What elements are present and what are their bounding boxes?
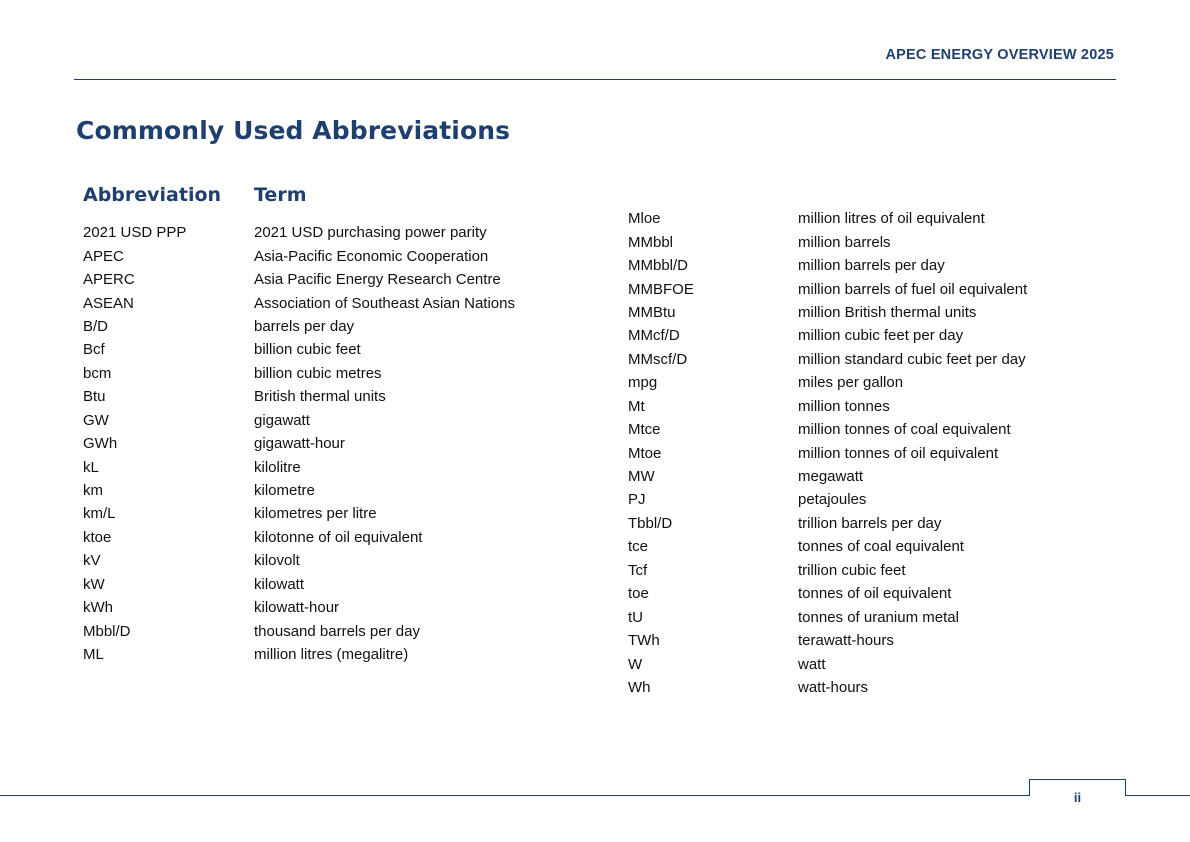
- term-cell: thousand barrels per day: [254, 622, 420, 640]
- abbreviation-row: [83, 385, 515, 408]
- abbreviation-row: [83, 432, 515, 455]
- abbreviation-row: [83, 596, 515, 619]
- column-header-term: Term: [254, 184, 307, 206]
- term-cell: gigawatt: [254, 411, 310, 429]
- abbreviation-cell: Mtce: [628, 421, 661, 439]
- abbreviation-row: [628, 230, 1027, 253]
- abbreviation-row: [83, 502, 515, 525]
- abbreviation-list-right: [628, 207, 1027, 699]
- abbreviation-cell: tce: [628, 538, 649, 556]
- abbreviation-row: [628, 371, 1027, 394]
- abbreviation-row: [83, 573, 515, 596]
- abbreviation-cell: ML: [83, 646, 104, 664]
- abbreviation-cell: MMscf/D: [628, 350, 688, 368]
- abbreviation-row: [628, 254, 1027, 277]
- abbreviation-row: [628, 652, 1027, 675]
- term-cell: barrels per day: [254, 317, 355, 335]
- abbreviation-row: [83, 479, 515, 502]
- abbreviation-row: [628, 395, 1027, 418]
- term-cell: million tonnes of oil equivalent: [798, 444, 999, 462]
- term-cell: petajoules: [798, 491, 867, 509]
- abbreviation-row: [83, 409, 515, 432]
- abbreviation-cell: Btu: [83, 388, 106, 406]
- abbreviation-cell: bcm: [83, 364, 112, 382]
- abbreviation-cell: km/L: [83, 505, 116, 523]
- abbreviation-row: [83, 526, 515, 549]
- term-cell: megawatt: [798, 468, 864, 486]
- term-cell: Asia-Pacific Economic Cooperation: [254, 247, 489, 265]
- term-cell: miles per gallon: [798, 374, 904, 392]
- abbreviation-cell: Mtoe: [628, 444, 662, 462]
- term-cell: million British thermal units: [798, 303, 977, 321]
- abbreviation-row: [628, 605, 1027, 628]
- abbreviation-row: [83, 291, 515, 314]
- abbreviation-cell: Mbbl/D: [83, 622, 131, 640]
- term-cell: million tonnes of coal equivalent: [798, 421, 1011, 439]
- abbreviation-row: [83, 362, 515, 385]
- abbreviation-cell: GWh: [83, 435, 118, 453]
- abbreviation-cell: Mloe: [628, 210, 661, 228]
- term-cell: billion cubic feet: [254, 341, 361, 359]
- abbreviation-row: [83, 221, 515, 244]
- term-cell: trillion cubic feet: [798, 561, 906, 579]
- abbreviation-cell: MMBFOE: [628, 280, 694, 298]
- abbreviation-list-left: [83, 221, 515, 666]
- abbreviation-cell: MMBtu: [628, 303, 676, 321]
- term-cell: million barrels of fuel oil equivalent: [798, 280, 1028, 298]
- abbreviation-cell: PJ: [628, 491, 646, 509]
- term-cell: kilotonne of oil equivalent: [254, 528, 423, 546]
- abbreviation-row: [628, 512, 1027, 535]
- abbreviation-row: [628, 277, 1027, 300]
- abbreviation-cell: Wh: [628, 678, 651, 696]
- abbreviation-row: [628, 301, 1027, 324]
- term-cell: kilovolt: [254, 552, 300, 570]
- term-cell: kilometre: [254, 482, 315, 500]
- abbreviation-cell: kL: [83, 458, 99, 476]
- abbreviation-cell: toe: [628, 585, 649, 603]
- abbreviation-cell: Mt: [628, 397, 645, 415]
- abbreviation-row: [628, 676, 1027, 699]
- term-cell: tonnes of oil equivalent: [798, 585, 952, 603]
- abbreviation-row: [628, 441, 1027, 464]
- abbreviation-cell: Bcf: [83, 341, 105, 359]
- abbreviation-row: [628, 535, 1027, 558]
- header-divider: [74, 79, 1116, 80]
- abbreviation-row: [628, 348, 1027, 371]
- term-cell: million barrels: [798, 233, 891, 251]
- abbreviation-row: [628, 418, 1027, 441]
- term-cell: watt-hours: [798, 678, 869, 696]
- abbreviation-cell: ktoe: [83, 528, 112, 546]
- term-cell: Asia Pacific Energy Research Centre: [254, 271, 501, 289]
- abbreviation-cell: GW: [83, 411, 109, 429]
- page-title: Commonly Used Abbreviations: [76, 116, 511, 145]
- abbreviation-row: [83, 244, 515, 267]
- abbreviation-row: [83, 643, 515, 666]
- abbreviation-row: [628, 465, 1027, 488]
- term-cell: trillion barrels per day: [798, 514, 942, 532]
- abbreviation-cell: B/D: [83, 317, 109, 335]
- abbreviation-row: [83, 315, 515, 338]
- term-cell: Association of Southeast Asian Nations: [254, 294, 515, 312]
- abbreviation-cell: tU: [628, 608, 643, 626]
- term-cell: million cubic feet per day: [798, 327, 964, 345]
- abbreviation-cell: W: [628, 655, 643, 673]
- term-cell: tonnes of coal equivalent: [798, 538, 964, 556]
- term-cell: kilolitre: [254, 458, 301, 476]
- abbreviation-cell: kV: [83, 552, 101, 570]
- abbreviation-row: [628, 582, 1027, 605]
- running-header: APEC ENERGY OVERVIEW 2025: [885, 47, 1114, 63]
- abbreviation-row: [83, 549, 515, 572]
- term-cell: gigawatt-hour: [254, 435, 345, 453]
- term-cell: billion cubic metres: [254, 364, 382, 382]
- abbreviation-cell: kW: [83, 575, 105, 593]
- abbreviation-cell: ASEAN: [83, 294, 134, 312]
- abbreviation-cell: MMcf/D: [628, 327, 680, 345]
- abbreviation-row: [83, 619, 515, 642]
- column-header-abbreviation: Abbreviation: [83, 184, 222, 206]
- abbreviation-row: [83, 455, 515, 478]
- term-cell: million standard cubic feet per day: [798, 350, 1026, 368]
- abbreviation-row: [628, 324, 1027, 347]
- term-cell: kilometres per litre: [254, 505, 377, 523]
- abbreviation-cell: TWh: [628, 632, 660, 650]
- term-cell: million tonnes: [798, 397, 890, 415]
- term-cell: tonnes of uranium metal: [798, 608, 959, 626]
- term-cell: kilowatt-hour: [254, 599, 340, 617]
- footer-divider-left: [0, 795, 1030, 796]
- term-cell: 2021 USD purchasing power parity: [254, 224, 487, 242]
- abbreviation-row: [83, 268, 515, 291]
- term-cell: terawatt-hours: [798, 632, 894, 650]
- abbreviation-cell: Tbbl/D: [628, 514, 673, 532]
- abbreviation-row: [628, 629, 1027, 652]
- abbreviation-cell: APERC: [83, 271, 135, 289]
- abbreviation-cell: km: [83, 482, 103, 500]
- term-cell: British thermal units: [254, 388, 386, 406]
- term-cell: million litres of oil equivalent: [798, 210, 985, 228]
- page-number: ii: [1073, 790, 1082, 805]
- term-cell: watt: [798, 655, 826, 673]
- term-cell: million barrels per day: [798, 257, 945, 275]
- abbreviation-row: [628, 488, 1027, 511]
- footer-divider-right: [1125, 795, 1190, 796]
- abbreviation-cell: mpg: [628, 374, 658, 392]
- abbreviation-cell: MMbbl/D: [628, 257, 689, 275]
- abbreviation-cell: MW: [628, 468, 655, 486]
- abbreviation-row: [628, 207, 1027, 230]
- term-cell: million litres (megalitre): [254, 646, 409, 664]
- abbreviation-cell: kWh: [83, 599, 113, 617]
- abbreviation-cell: 2021 USD PPP: [83, 224, 187, 242]
- term-cell: kilowatt: [254, 575, 305, 593]
- abbreviation-cell: APEC: [83, 247, 124, 265]
- abbreviation-row: [628, 559, 1027, 582]
- abbreviation-row: [83, 338, 515, 361]
- abbreviation-cell: MMbbl: [628, 233, 674, 251]
- abbreviation-cell: Tcf: [628, 561, 648, 579]
